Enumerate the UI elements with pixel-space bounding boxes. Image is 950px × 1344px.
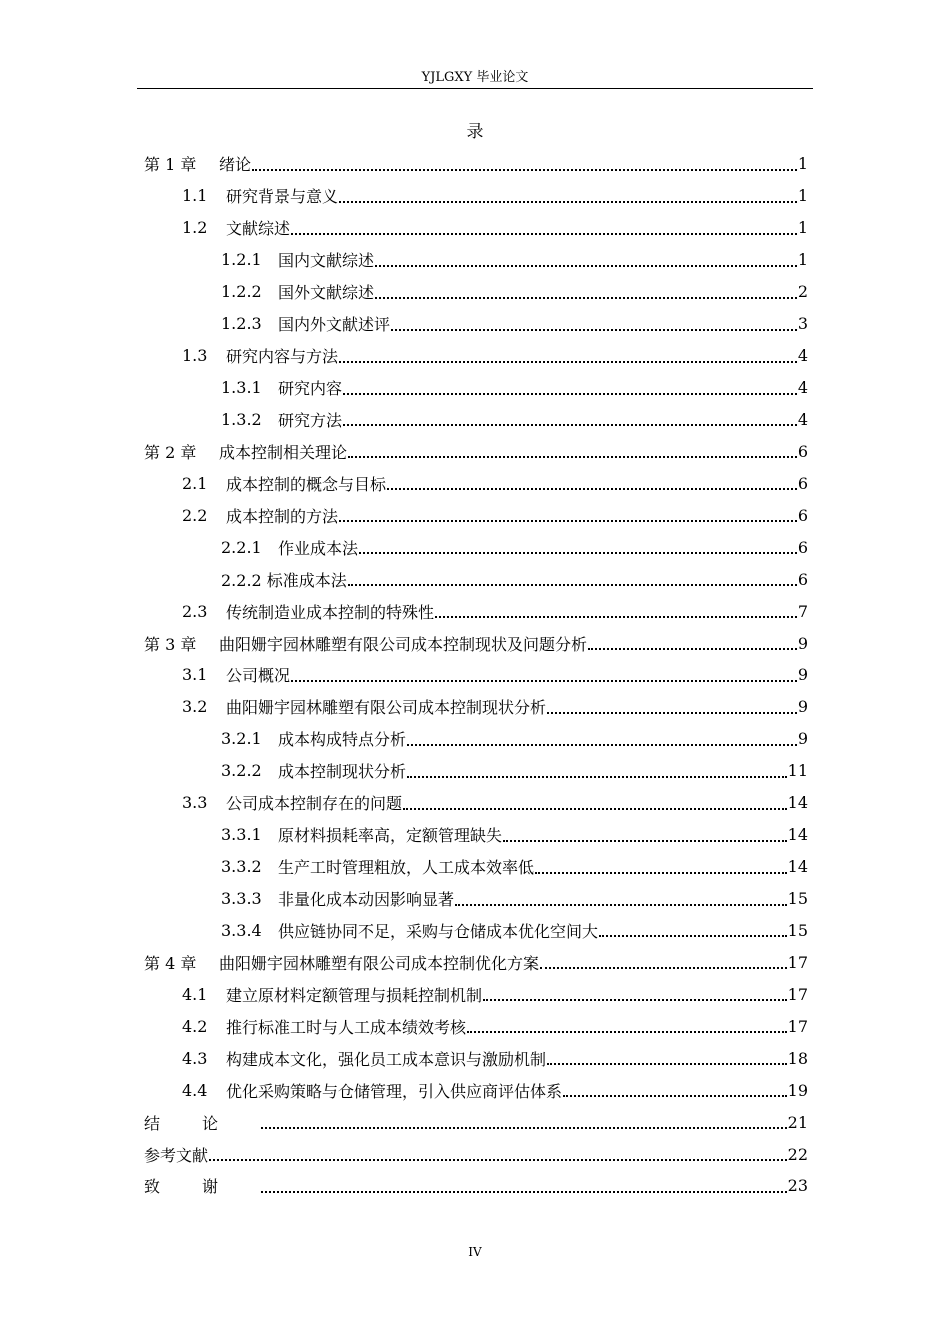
toc-entry-page: 4 [797, 409, 808, 429]
toc-entry-label: 传统制造业成本控制的特殊性 [226, 602, 435, 622]
toc-entry-number: 3.2 [182, 697, 208, 717]
toc-entry[interactable] [144, 883, 808, 915]
toc-entry-label: 国内外文献述评 [278, 315, 391, 335]
toc-entry-label: 文献综述 [226, 219, 291, 239]
dot-leader [599, 935, 787, 937]
toc-entry-label: 参考文献 [144, 1145, 209, 1165]
toc-entry-page: 1 [797, 186, 808, 206]
toc-entry-page: 22 [787, 1144, 808, 1164]
toc-entry-page: 9 [797, 633, 808, 653]
toc-entry[interactable] [144, 180, 808, 212]
toc-entry-page: 9 [797, 665, 808, 685]
toc-entry-label: 研究背景与意义 [226, 187, 339, 207]
toc-entry[interactable] [144, 563, 808, 595]
toc-entry-number: 3.3.4 [221, 920, 262, 940]
dot-leader [261, 1191, 787, 1193]
toc-entry-number: 4.4 [182, 1080, 208, 1100]
toc-entry-number: 3.3.1 [221, 825, 262, 845]
toc-entry-label: 建立原材料定额管理与损耗控制机制 [226, 985, 483, 1005]
toc-entry[interactable] [144, 946, 808, 978]
toc-entry[interactable] [144, 467, 808, 499]
dot-leader [547, 712, 797, 714]
toc-entry-number: 第 4 章 [144, 953, 197, 973]
toc-entry-page: 23 [787, 1176, 808, 1196]
toc-entry[interactable] [144, 276, 808, 308]
toc-entry[interactable] [144, 595, 808, 627]
toc-entry-label: 曲阳姗宇园林雕塑有限公司成本控制现状及问题分析 [219, 634, 588, 654]
toc-entry-page: 14 [787, 857, 808, 877]
toc-entry-page: 1 [797, 154, 808, 174]
toc-entry[interactable] [144, 787, 808, 819]
toc-entry-number: 1.1 [182, 186, 208, 206]
toc-entry-label: 研究方法 [278, 410, 343, 430]
toc-entry-label: 绪论 [219, 155, 252, 175]
toc-entry[interactable] [144, 308, 808, 340]
toc-entry-page: 6 [797, 473, 808, 493]
toc-entry-page: 7 [797, 601, 808, 621]
toc-entry-label: 研究内容 [278, 379, 343, 399]
toc-title: 录 [466, 122, 484, 142]
toc-entry-label: 成本控制现状分析 [278, 762, 407, 782]
toc-entry-label: 结论 [144, 1113, 261, 1133]
dot-leader [339, 520, 797, 522]
toc-entry[interactable] [144, 915, 808, 947]
toc-entry-page: 17 [787, 952, 808, 972]
dot-leader [375, 297, 797, 299]
toc-entry-number: 3.3 [182, 793, 208, 813]
toc-entry-label: 生产工时管理粗放，人工成本效率低 [278, 858, 535, 878]
toc-entry[interactable] [144, 755, 808, 787]
toc-entry-label: 曲阳姗宇园林雕塑有限公司成本控制现状分析 [226, 698, 547, 718]
toc-entry-number: 1.3.2 [221, 409, 262, 429]
toc-entry[interactable] [144, 244, 808, 276]
toc-entry[interactable] [144, 691, 808, 723]
dot-leader [483, 999, 787, 1001]
toc-entry[interactable] [144, 851, 808, 883]
toc-entry-label: 成本构成特点分析 [278, 730, 407, 750]
dot-leader [387, 488, 797, 490]
toc-entry-label: 国外文献综述 [278, 283, 375, 303]
toc-entry[interactable] [144, 212, 808, 244]
toc-entry-page: 1 [797, 218, 808, 238]
dot-leader [348, 456, 797, 458]
dot-leader [540, 967, 787, 969]
toc-entry-page: 9 [797, 697, 808, 717]
toc-entry-number: 1.2.1 [221, 250, 262, 270]
toc-entry[interactable] [144, 1106, 808, 1138]
dot-leader [391, 329, 797, 331]
toc-entry[interactable] [144, 372, 808, 404]
toc-entry[interactable] [144, 978, 808, 1010]
toc-entry-label: 推行标准工时与人工成本绩效考核 [226, 1017, 467, 1037]
toc-entry-label: 成本控制相关理论 [219, 442, 348, 462]
dot-leader [407, 744, 797, 746]
toc-entry[interactable] [144, 627, 808, 659]
toc-entry-number: 4.3 [182, 1048, 208, 1068]
dot-leader [359, 552, 797, 554]
toc-entry[interactable] [144, 435, 808, 467]
toc-entry-page: 17 [787, 1016, 808, 1036]
toc-entry-label: 致谢 [144, 1177, 261, 1197]
dot-leader [339, 201, 797, 203]
toc-entry-label: 构建成本文化，强化员工成本意识与激励机制 [226, 1049, 547, 1069]
toc-entry-label: 研究内容与方法 [226, 347, 339, 367]
toc-entry-number: 2.2.1 [221, 537, 262, 557]
dot-leader [291, 233, 797, 235]
toc-entry-number: 3.2.2 [221, 761, 262, 781]
dot-leader [339, 361, 797, 363]
table-of-contents [144, 148, 808, 1202]
toc-entry[interactable] [144, 1042, 808, 1074]
dot-leader [547, 1063, 787, 1065]
toc-entry-label: 非量化成本动因影响显著 [278, 890, 455, 910]
toc-entry-number: 2.1 [182, 473, 208, 493]
dot-leader [467, 1031, 787, 1033]
dot-leader [209, 1159, 787, 1161]
toc-entry[interactable] [144, 404, 808, 436]
toc-entry-page: 3 [797, 314, 808, 334]
toc-entry[interactable] [144, 340, 808, 372]
toc-entry[interactable] [144, 723, 808, 755]
toc-entry-label: 曲阳姗宇园林雕塑有限公司成本控制优化方案 [219, 953, 540, 973]
toc-entry-number: 4.2 [182, 1016, 208, 1036]
toc-entry-page: 19 [787, 1080, 808, 1100]
dot-leader [503, 840, 787, 842]
toc-entry-page: 2 [797, 282, 808, 302]
toc-entry-number: 1.2.2 [221, 282, 262, 302]
toc-entry-number: 1.2 [182, 218, 208, 238]
toc-entry-label: 成本控制的概念与目标 [226, 474, 387, 494]
toc-entry-page: 6 [797, 537, 808, 557]
toc-entry-label: 原材料损耗率高，定额管理缺失 [278, 826, 503, 846]
dot-leader [343, 424, 797, 426]
dot-leader [455, 904, 787, 906]
toc-entry-number: 第 3 章 [144, 634, 197, 654]
toc-entry-page: 6 [797, 569, 808, 589]
toc-entry-number: 第 1 章 [144, 155, 197, 175]
dot-leader [535, 872, 787, 874]
dot-leader [343, 393, 797, 395]
toc-entry-label: 国内文献综述 [278, 251, 375, 271]
toc-entry-page: 15 [787, 889, 808, 909]
toc-entry-page: 21 [787, 1112, 808, 1132]
toc-entry-page: 6 [797, 505, 808, 525]
toc-entry-number: 1.2.3 [221, 314, 262, 334]
dot-leader [252, 169, 797, 171]
toc-entry-number: 2.2 [182, 505, 208, 525]
dot-leader [407, 776, 787, 778]
toc-entry-number: 3.3.3 [221, 889, 262, 909]
toc-entry[interactable] [144, 659, 808, 691]
toc-entry-label: 公司概况 [226, 666, 291, 686]
toc-entry[interactable] [144, 531, 808, 563]
toc-entry-page: 4 [797, 378, 808, 398]
toc-entry-page: 14 [787, 793, 808, 813]
dot-leader [588, 648, 797, 650]
toc-entry-page: 15 [787, 920, 808, 940]
toc-entry-page: 1 [797, 250, 808, 270]
dot-leader [403, 808, 787, 810]
toc-entry-label: 公司成本控制存在的问题 [226, 794, 403, 814]
dot-leader [375, 265, 797, 267]
toc-entry-label: 2.2.2 标准成本法 [221, 570, 347, 590]
toc-entry-page: 9 [797, 729, 808, 749]
toc-entry-number: 1.3 [182, 346, 208, 366]
toc-entry-number: 2.3 [182, 601, 208, 621]
toc-entry[interactable] [144, 1010, 808, 1042]
toc-entry-number: 4.1 [182, 984, 208, 1004]
page-header: YJLGXY 毕业论文 [421, 70, 529, 85]
toc-entry-label: 供应链协同不足，采购与仓储成本优化空间大 [278, 921, 599, 941]
toc-entry-number: 3.3.2 [221, 857, 262, 877]
toc-entry-label: 成本控制的方法 [226, 506, 339, 526]
toc-entry-label: 作业成本法 [278, 538, 359, 558]
toc-entry-label: 优化采购策略与仓储管理，引入供应商评估体系 [226, 1081, 563, 1101]
toc-entry[interactable] [144, 1074, 808, 1106]
toc-entry-page: 17 [787, 984, 808, 1004]
toc-entry-page: 18 [787, 1048, 808, 1068]
page-number: IV [468, 1245, 482, 1259]
toc-entry[interactable] [144, 499, 808, 531]
toc-entry-number: 1.3.1 [221, 378, 262, 398]
toc-entry[interactable] [144, 1170, 808, 1202]
dot-leader [291, 680, 797, 682]
toc-entry-number: 3.2.1 [221, 729, 262, 749]
toc-entry[interactable] [144, 1138, 808, 1170]
toc-entry-page: 14 [787, 825, 808, 845]
toc-entry-page: 4 [797, 346, 808, 366]
dot-leader [348, 584, 797, 586]
toc-entry-page: 6 [797, 441, 808, 461]
toc-entry-number: 3.1 [182, 665, 208, 685]
dot-leader [435, 616, 797, 618]
toc-entry[interactable] [144, 819, 808, 851]
dot-leader [563, 1095, 787, 1097]
toc-entry-page: 11 [787, 761, 808, 781]
header-rule [137, 88, 813, 89]
toc-entry-number: 第 2 章 [144, 442, 197, 462]
toc-entry[interactable] [144, 148, 808, 180]
dot-leader [261, 1127, 787, 1129]
